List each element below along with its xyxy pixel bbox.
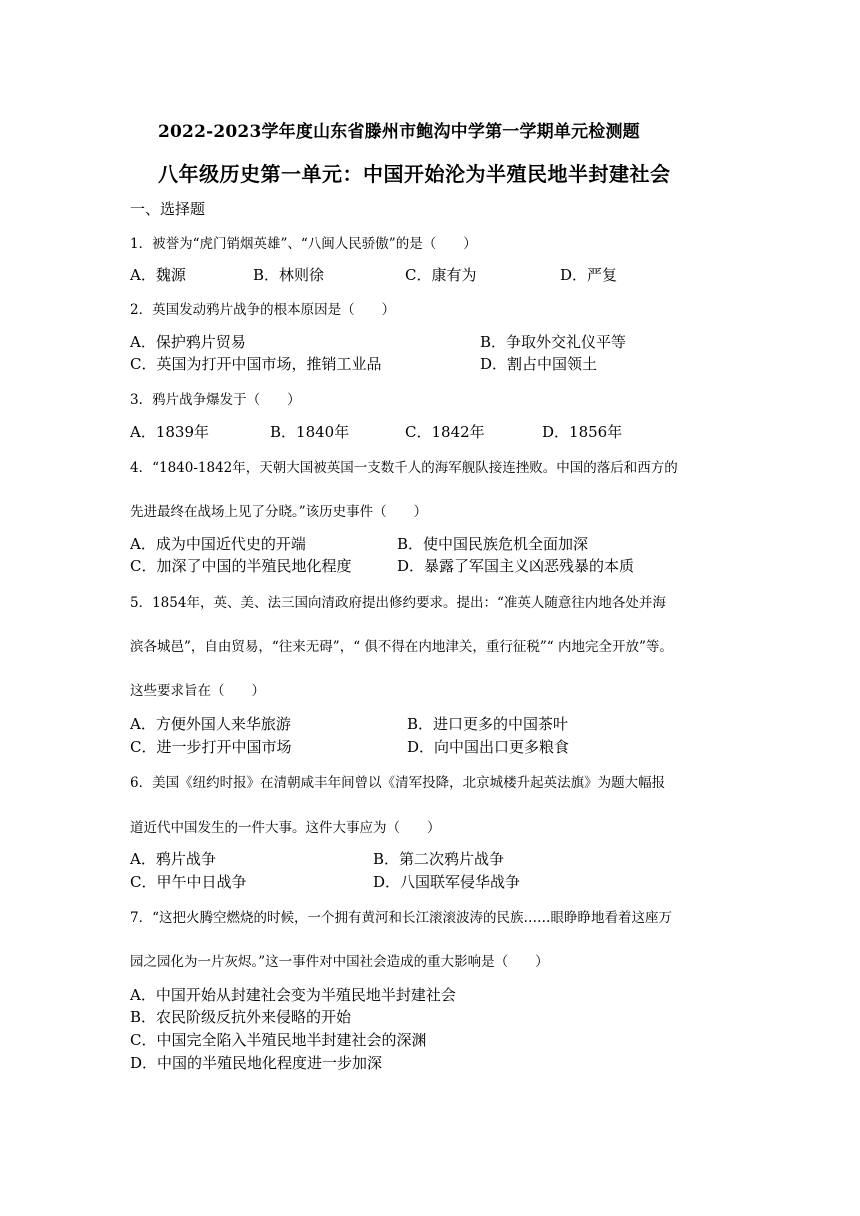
q7-option-a[interactable]: A．中国开始从封建社会变为半殖民地半封建社会	[130, 986, 456, 1004]
question-5-stem-line-3: 这些要求旨在（ ）	[130, 683, 265, 699]
q4-option-d[interactable]: D．暴露了军国主义凶恶残暴的本质	[397, 557, 635, 575]
q1-option-b[interactable]: B．林则徐	[253, 266, 325, 284]
question-4-stem-line-2: 先进最终在战场上见了分晓。”该历史事件（ ）	[130, 504, 428, 520]
q7-option-d[interactable]: D．中国的半殖民地化程度进一步加深	[130, 1054, 383, 1072]
q6-option-a[interactable]: A．鸦片战争	[130, 850, 216, 868]
question-5-stem-line-1: 5．1854年，英、美、法三国向清政府提出修约要求。提出：“准英人随意往内地各处并海	[130, 595, 666, 611]
q2-option-d[interactable]: D．割占中国领土	[480, 355, 598, 373]
q1-option-c[interactable]: C．康有为	[405, 266, 477, 284]
q7-option-c[interactable]: C．中国完全陷入半殖民地半封建社会的深渊	[130, 1031, 427, 1049]
unit-title: 八年级历史第一单元：中国开始沦为半殖民地半封建社会	[158, 162, 671, 186]
q4-option-c[interactable]: C．加深了中国的半殖民地化程度	[130, 557, 352, 575]
q1-option-a[interactable]: A．魏源	[130, 266, 186, 284]
q4-option-a[interactable]: A．成为中国近代史的开端	[130, 535, 306, 553]
q5-option-a[interactable]: A．方便外国人来华旅游	[130, 715, 291, 733]
question-3-stem: 3．鸦片战争爆发于（ ）	[130, 392, 301, 408]
q1-option-d[interactable]: D．严复	[560, 266, 618, 284]
q3-option-a[interactable]: A．1839年	[130, 423, 210, 441]
q3-option-b[interactable]: B．1840年	[270, 423, 350, 441]
question-2-stem: 2．英国发动鸦片战争的根本原因是（ ）	[130, 302, 396, 318]
question-7-stem-line-1: 7．“这把火腾空燃烧的时候，一个拥有黄河和长江滚滚波涛的民族……眼睁睁地看着这座万	[130, 910, 672, 926]
q5-option-d[interactable]: D．向中国出口更多粮食	[407, 738, 570, 756]
q2-option-a[interactable]: A．保护鸦片贸易	[130, 333, 246, 351]
q7-option-b[interactable]: B．农民阶级反抗外来侵略的开始	[130, 1008, 352, 1026]
q4-option-b[interactable]: B．使中国民族危机全面加深	[397, 535, 589, 553]
q5-option-b[interactable]: B．进口更多的中国茶叶	[407, 715, 569, 733]
q6-option-d[interactable]: D．八国联军侵华战争	[373, 873, 521, 891]
section-heading: 一、选择题	[130, 200, 206, 218]
q2-option-b[interactable]: B．争取外交礼仪平等	[480, 333, 627, 351]
q6-option-c[interactable]: C．甲午中日战争	[130, 873, 247, 891]
q2-option-c[interactable]: C．英国为打开中国市场，推销工业品	[130, 355, 382, 373]
q6-option-b[interactable]: B．第二次鸦片战争	[373, 850, 505, 868]
q3-option-c[interactable]: C．1842年	[405, 423, 485, 441]
question-4-stem-line-1: 4．“1840-1842年，天朝大国被英国一支数千人的海军舰队接连挫败。中国的落后和西方的	[130, 460, 678, 476]
q5-option-c[interactable]: C．进一步打开中国市场	[130, 738, 292, 756]
question-7-stem-line-2: 园之园化为一片灰烬。”这一事件对中国社会造成的重大影响是（ ）	[130, 954, 549, 970]
exam-title: 2022-2023学年度山东省滕州市鲍沟中学第一学期单元检测题	[158, 122, 640, 142]
q3-option-d[interactable]: D．1856年	[542, 423, 623, 441]
question-6-stem-line-2: 道近代中国发生的一件大事。这件大事应为（ ）	[130, 820, 441, 836]
question-1-stem: 1．被誉为“虎门销烟英雄”、“八闽人民骄傲”的是（ ）	[130, 236, 477, 252]
question-6-stem-line-1: 6．美国《纽约时报》在清朝咸丰年间曾以《清军投降，北京城楼升起英法旗》为题大幅报	[130, 775, 666, 791]
question-5-stem-line-2: 滨各城邑”，自由贸易，“往来无碍”，“ 俱不得在内地津关，重行征税”“ 内地完全开放”等。	[130, 639, 673, 655]
